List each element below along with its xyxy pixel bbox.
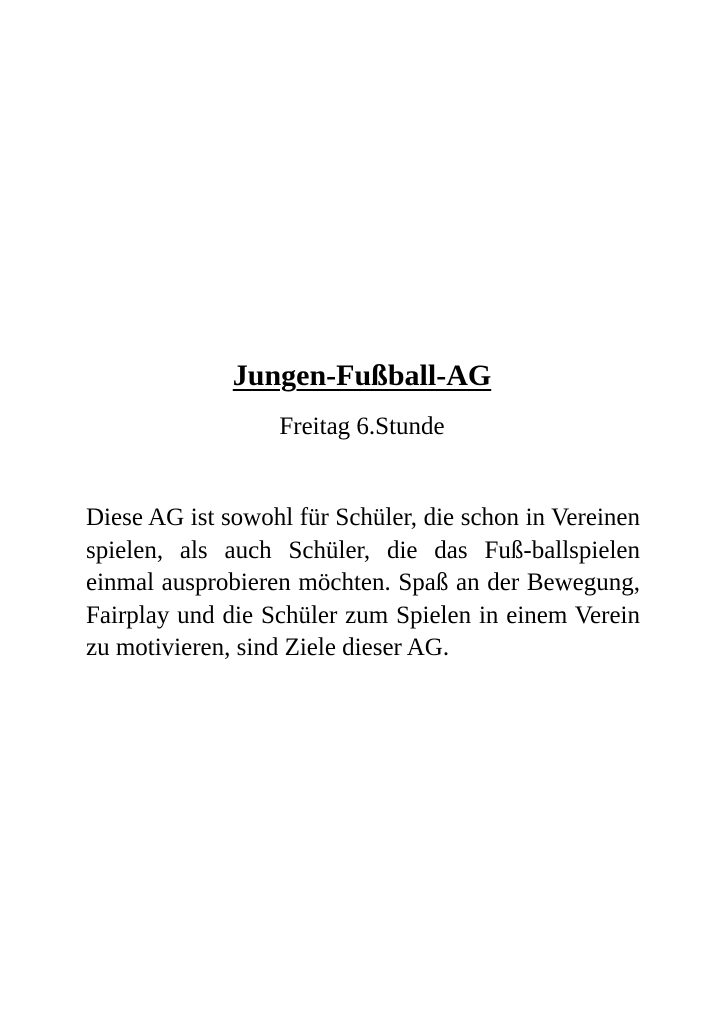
document-title: Jungen-Fußball-AG [232, 359, 492, 392]
document-body-paragraph: Diese AG ist sowohl für Schüler, die schon in Vereinen spielen, als auch Schüler, die das Fuß-ballspielen einmal ausprobieren möchten. Spaß an der Bewegung, Fairplay und die Schüler zum Spielen in einem Verein zu motivieren, sind Ziele dieser AG. [86, 504, 640, 661]
document-subtitle: Freitag 6.Stunde [279, 413, 445, 440]
